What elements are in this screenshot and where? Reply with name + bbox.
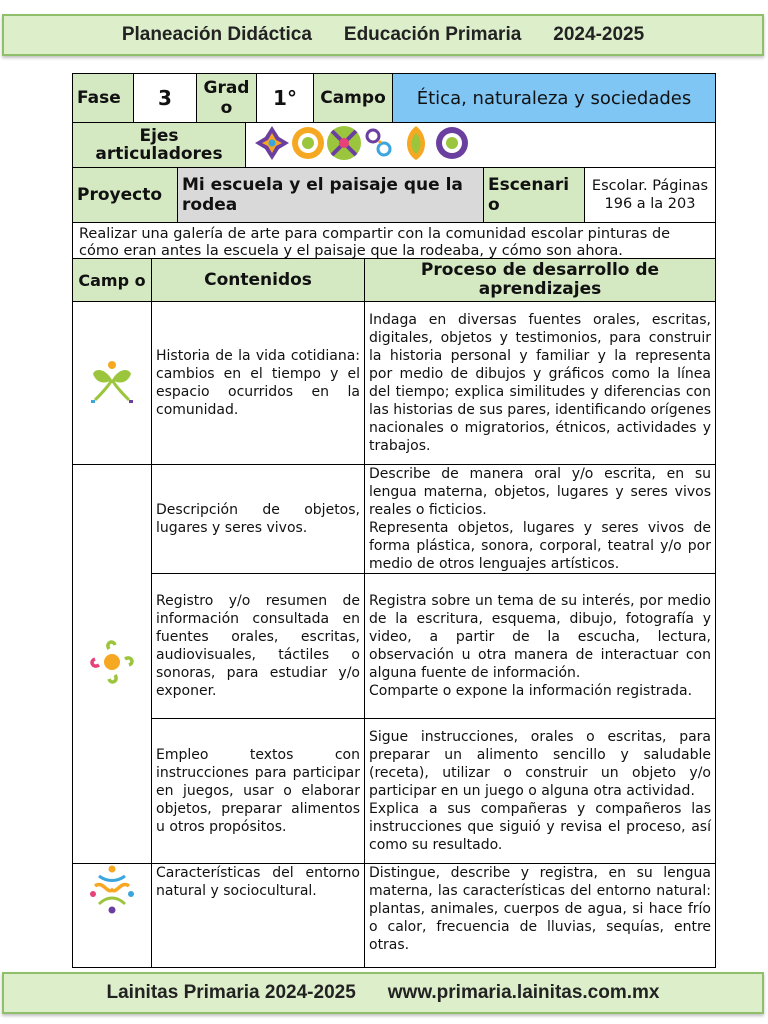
footer-band <box>2 972 764 1014</box>
proceso-cell: Distingue, describe y registra, en su lengua materna, las características del entorno natural: plantas, animales, cuerpos de agua, si hace frío o calor, frecuencia de lluvias, sequías, entre otras. <box>365 864 716 968</box>
ejes-table <box>72 122 716 168</box>
project-description: Realizar una galería de arte para compartir con la comunidad escolar pinturas de cómo eran antes la escuela y el paisaje que la rodeaba, y cómo son ahora. <box>73 223 716 264</box>
table-row <box>73 719 716 864</box>
proceso-cell: Sigue instrucciones, orales o escritas, para preparar un alimento sencillo y saludable (receta), utilizar o construir un objeto y/o participar en un juego o alguna otra actividad. Explica a sus compañeras y compañeros las instrucciones que siguió y revisa el proceso, así como su resultado. <box>365 719 716 864</box>
contenido-cell: Registro y/o resumen de información consultada en fuentes orales, escritas, audiovisuales, táctiles o sonoras, para estudiar y/o exponer. <box>152 574 365 719</box>
contenido-cell: Descripción de objetos, lugares y seres vivos. <box>152 465 365 574</box>
info-table <box>72 73 716 123</box>
grado-label: Grad o <box>197 74 257 123</box>
igualdad-genero-icon <box>367 130 390 155</box>
content-table <box>72 258 716 968</box>
header-title: Planeación Didáctica <box>121 24 312 45</box>
proceso-cell: Registra sobre un tema de su interés, por medio de la escritura, esquema, dibujo, fotografía y video, a partir de la escucha, lectura, observación u otra manera de interactuar con alguna fuente de información. Comparte o expone la información registrada. <box>365 574 716 719</box>
etica-naturaleza-icon <box>87 356 137 406</box>
campo-icon-cell <box>73 302 152 465</box>
proyecto-table <box>72 167 716 223</box>
header-campo: Camp o <box>73 259 152 302</box>
pensamiento-critico-icon <box>292 127 324 159</box>
table-row <box>73 864 716 968</box>
campo-label: Campo <box>314 74 393 123</box>
interculturalidad-icon <box>327 126 361 160</box>
campo-icon-cell <box>73 465 152 864</box>
campo-value: Ética, naturaleza y sociedades <box>393 74 716 123</box>
contenido-cell: Empleo textos con instrucciones para participar en juegos, usar o elaborar objetos, preparar alimentos u otros propósitos. <box>152 719 365 864</box>
contenido-cell: Historia de la vida cotidiana: cambios en el tiempo y el espacio ocurridos en la comunidad. <box>152 302 365 465</box>
table-header-row <box>73 259 716 302</box>
footer-left: Lainitas Primaria 2024-2025 <box>106 982 356 1003</box>
header-level: Educación Primaria <box>343 24 522 45</box>
fase-value: 3 <box>134 74 197 123</box>
header-contenidos: Contenidos <box>152 259 365 302</box>
vida-saludable-icon <box>407 126 425 160</box>
campo-icon-cell <box>73 864 152 968</box>
lectura-escritura-icon <box>436 127 468 159</box>
inclusion-icon <box>255 126 289 160</box>
ejes-label: Ejes articuladores <box>73 123 246 168</box>
contenido-cell: Características del entorno natural y sociocultural. <box>152 864 365 968</box>
proceso-cell: Indaga en diversas fuentes orales, escritas, digitales, objetos y testimonios, para construir la historia personal y familiar y la representa por medio de dibujos y gráficos como la línea del tiempo; explica similitudes y diferencias con las historias de sus pares, identificando orígenes nacionales o migratorios, étnicos, actividades y trabajos. <box>365 302 716 465</box>
header-band <box>2 14 764 56</box>
table-row <box>73 302 716 465</box>
table-row <box>73 465 716 574</box>
proyecto-label: Proyecto <box>73 168 178 223</box>
escenario-label: Escenari o <box>484 168 585 223</box>
ejes-icons-svg <box>252 123 482 163</box>
grado-value: 1° <box>257 74 314 123</box>
de-lo-humano-comunitario-icon <box>87 864 137 914</box>
ejes-icons <box>246 123 716 168</box>
proyecto-value: Mi escuela y el paisaje que la rodea <box>178 168 484 223</box>
lenguajes-icon <box>87 637 137 687</box>
footer-url[interactable]: www.primaria.lainitas.com.mx <box>387 982 660 1003</box>
fase-label: Fase <box>73 74 134 123</box>
proceso-cell: Describe de manera oral y/o escrita, en su lengua materna, objetos, lugares y seres vivos reales o ficticios. Representa objetos, lugares y seres vivos de forma plástica, sonora, corporal, teatral y/o por medio de otros lenguajes artísticos. <box>365 465 716 574</box>
table-row <box>73 574 716 719</box>
escenario-value: Escolar. Páginas 196 a la 203 <box>585 168 716 223</box>
header-proceso: Proceso de desarrollo de aprendizajes <box>365 259 716 302</box>
header-year: 2024-2025 <box>553 24 645 45</box>
